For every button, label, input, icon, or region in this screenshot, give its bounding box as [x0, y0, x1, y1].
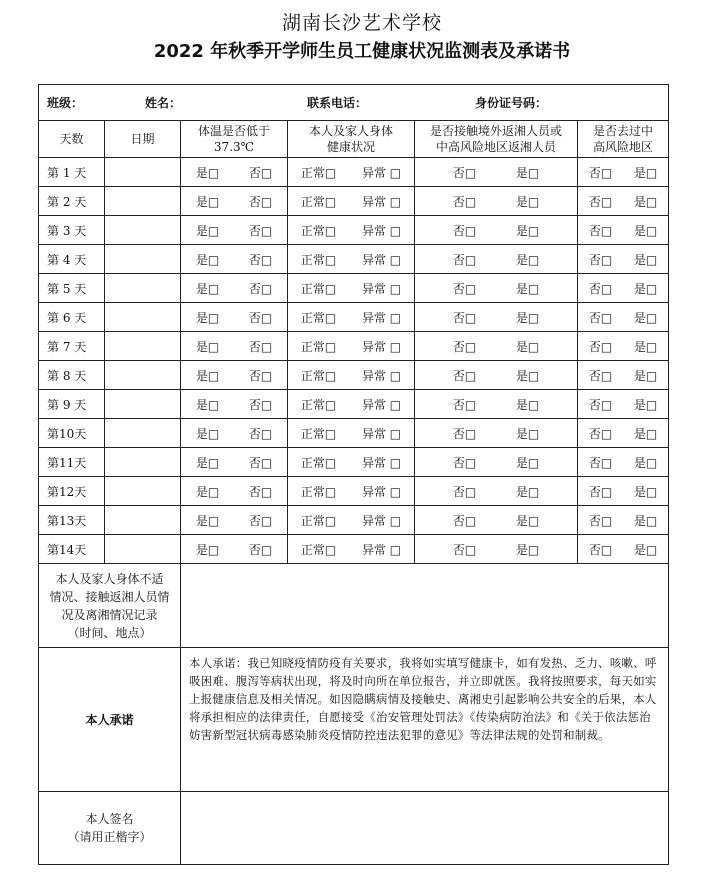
temp-no-checkbox[interactable]: 否□ [248, 542, 273, 557]
contact-no-checkbox[interactable]: 否□ [452, 194, 477, 209]
temperature-cell [181, 477, 288, 506]
health-cell [288, 535, 415, 564]
form-title: 2022 年秋季开学师生员工健康状况监测表及承诺书 [153, 41, 571, 62]
risk-area-cell [578, 361, 669, 390]
health-normal-checkbox[interactable]: 正常□ [300, 339, 337, 354]
risk-area-cell [578, 216, 669, 245]
health-abnormal-checkbox[interactable]: 异常 □ [361, 194, 402, 209]
health-normal-checkbox[interactable]: 正常□ [300, 368, 337, 383]
health-cell [288, 448, 415, 477]
health-abnormal-checkbox[interactable]: 异常 □ [361, 513, 402, 528]
risk-area-cell [578, 187, 669, 216]
day-label: 第 8 天 [39, 361, 105, 390]
day-row [39, 506, 669, 535]
health-abnormal-checkbox[interactable]: 异常 □ [361, 368, 402, 383]
day-row [39, 390, 669, 419]
temp-no-checkbox[interactable]: 否□ [248, 252, 273, 267]
id-number-label: 身份证号码： [475, 96, 548, 110]
contact-cell [415, 187, 578, 216]
contact-no-checkbox[interactable]: 否□ [452, 542, 477, 557]
date-cell[interactable] [105, 361, 181, 390]
contact-no-checkbox[interactable]: 否□ [452, 165, 477, 180]
day-label: 第12天 [39, 477, 105, 506]
contact-yes-checkbox[interactable]: 是□ [515, 252, 540, 267]
temperature-cell [181, 419, 288, 448]
temp-yes-checkbox[interactable]: 是□ [195, 397, 220, 412]
name-label: 姓名： [145, 96, 182, 110]
col-contact [415, 121, 578, 158]
day-row [39, 477, 669, 506]
health-cell [288, 216, 415, 245]
contact-yes-checkbox[interactable]: 是□ [515, 455, 540, 470]
risk-no-checkbox[interactable]: 否□ [588, 252, 613, 267]
health-normal-checkbox[interactable]: 正常□ [300, 310, 337, 325]
health-cell [288, 303, 415, 332]
health-abnormal-checkbox[interactable]: 异常 □ [361, 484, 402, 499]
risk-area-cell [578, 303, 669, 332]
day-row [39, 158, 669, 187]
temp-yes-checkbox[interactable]: 是□ [195, 223, 220, 238]
health-cell [288, 245, 415, 274]
health-normal-checkbox[interactable]: 正常□ [300, 513, 337, 528]
contact-yes-checkbox[interactable]: 是□ [515, 484, 540, 499]
risk-area-cell [578, 448, 669, 477]
contact-yes-checkbox[interactable]: 是□ [515, 426, 540, 441]
record-input-area[interactable] [181, 564, 669, 648]
day-label: 第 7 天 [39, 332, 105, 361]
contact-no-checkbox[interactable]: 否□ [452, 252, 477, 267]
risk-yes-checkbox[interactable]: 是□ [633, 165, 658, 180]
risk-no-checkbox[interactable]: 否□ [588, 397, 613, 412]
col-days: 天数 [39, 121, 105, 158]
temp-no-checkbox[interactable]: 否□ [248, 165, 273, 180]
temperature-cell [181, 332, 288, 361]
health-normal-checkbox[interactable]: 正常□ [300, 455, 337, 470]
temp-no-checkbox[interactable]: 否□ [248, 223, 273, 238]
date-cell[interactable] [105, 158, 181, 187]
health-abnormal-checkbox[interactable]: 异常 □ [361, 426, 402, 441]
temperature-cell [181, 274, 288, 303]
risk-yes-checkbox[interactable]: 是□ [633, 310, 658, 325]
risk-yes-checkbox[interactable]: 是□ [633, 484, 658, 499]
day-label: 第 9 天 [39, 390, 105, 419]
date-cell[interactable] [105, 245, 181, 274]
contact-yes-checkbox[interactable]: 是□ [515, 165, 540, 180]
date-cell[interactable] [105, 216, 181, 245]
contact-no-checkbox[interactable]: 否□ [452, 455, 477, 470]
col-contact-line1: 是否接触境外返湘人员或 [429, 124, 562, 138]
health-normal-checkbox[interactable]: 正常□ [300, 484, 337, 499]
risk-no-checkbox[interactable]: 否□ [588, 194, 613, 209]
temperature-cell [181, 448, 288, 477]
contact-cell [415, 216, 578, 245]
day-label: 第 2 天 [39, 187, 105, 216]
risk-area-cell [578, 390, 669, 419]
health-cell [288, 506, 415, 535]
temp-no-checkbox[interactable]: 否□ [248, 397, 273, 412]
risk-no-checkbox[interactable]: 否□ [588, 542, 613, 557]
date-cell[interactable] [105, 274, 181, 303]
contact-no-checkbox[interactable]: 否□ [452, 513, 477, 528]
temp-yes-checkbox[interactable]: 是□ [195, 513, 220, 528]
date-cell[interactable] [105, 332, 181, 361]
contact-yes-checkbox[interactable]: 是□ [515, 223, 540, 238]
day-row [39, 448, 669, 477]
day-label: 第 4 天 [39, 245, 105, 274]
contact-no-checkbox[interactable]: 否□ [452, 368, 477, 383]
signature-row [39, 792, 669, 865]
contact-no-checkbox[interactable]: 否□ [452, 310, 477, 325]
risk-area-cell [578, 477, 669, 506]
class-label: 班级： [47, 96, 84, 110]
col-temperature [181, 121, 288, 158]
risk-area-cell [578, 535, 669, 564]
health-cell [288, 158, 415, 187]
temp-no-checkbox[interactable]: 否□ [248, 339, 273, 354]
contact-cell [415, 390, 578, 419]
day-label: 第 6 天 [39, 303, 105, 332]
date-cell[interactable] [105, 506, 181, 535]
health-cell [288, 390, 415, 419]
risk-yes-checkbox[interactable]: 是□ [633, 252, 658, 267]
contact-cell [415, 303, 578, 332]
date-cell[interactable] [105, 448, 181, 477]
temp-yes-checkbox[interactable]: 是□ [195, 339, 220, 354]
risk-yes-checkbox[interactable]: 是□ [633, 368, 658, 383]
health-normal-checkbox[interactable]: 正常□ [300, 223, 337, 238]
promise-text: 本人承诺：我已知晓疫情防疫有关要求，我将如实填写健康卡，如有发热、乏力、咳嗽、呼吸困难、腹泻等病状出现，将及时向所在单位报告，并立即就医。我将按照要求，每天如实上报健康信息及相关情况。如因隐瞒病情及接触史、离湘史引起影响公共安全的后果，本人将承担相应的法律责任，自愿接受《治安管理处罚法》《传染病防治法》和《关于依法惩治妨害新型冠状病毒感染肺炎疫情防控违法犯罪的意见》等法律法规的处罚和制裁。 [181, 648, 669, 792]
temp-yes-checkbox[interactable]: 是□ [195, 368, 220, 383]
signature-line1: 本人签名 [85, 812, 134, 826]
risk-area-cell [578, 158, 669, 187]
record-line4: （时间、地点） [67, 625, 152, 640]
info-row [39, 85, 669, 121]
health-abnormal-checkbox[interactable]: 异常 □ [361, 223, 402, 238]
contact-yes-checkbox[interactable]: 是□ [515, 281, 540, 296]
day-label: 第11天 [39, 448, 105, 477]
health-cell [288, 274, 415, 303]
col-contact-line2: 中高风险地区返湘人员 [435, 140, 556, 154]
promise-row [39, 648, 669, 792]
phone-label: 联系电话： [307, 96, 368, 110]
health-abnormal-checkbox[interactable]: 异常 □ [361, 397, 402, 412]
col-health-status [288, 121, 415, 158]
contact-cell [415, 506, 578, 535]
health-abnormal-checkbox[interactable]: 异常 □ [361, 165, 402, 180]
temp-yes-checkbox[interactable]: 是□ [195, 455, 220, 470]
record-line3: 况及离湘情况记录 [61, 607, 158, 622]
contact-cell [415, 361, 578, 390]
contact-yes-checkbox[interactable]: 是□ [515, 194, 540, 209]
temp-yes-checkbox[interactable]: 是□ [195, 310, 220, 325]
day-label: 第 5 天 [39, 274, 105, 303]
temp-no-checkbox[interactable]: 否□ [248, 368, 273, 383]
risk-no-checkbox[interactable]: 否□ [588, 281, 613, 296]
risk-no-checkbox[interactable]: 否□ [588, 484, 613, 499]
health-cell [288, 419, 415, 448]
temperature-cell [181, 303, 288, 332]
contact-no-checkbox[interactable]: 否□ [452, 397, 477, 412]
temp-no-checkbox[interactable]: 否□ [248, 281, 273, 296]
contact-cell [415, 535, 578, 564]
contact-cell [415, 158, 578, 187]
health-cell [288, 477, 415, 506]
day-row [39, 361, 669, 390]
date-cell[interactable] [105, 187, 181, 216]
day-label: 第13天 [39, 506, 105, 535]
day-row [39, 535, 669, 564]
health-abnormal-checkbox[interactable]: 异常 □ [361, 281, 402, 296]
temperature-cell [181, 216, 288, 245]
contact-yes-checkbox[interactable]: 是□ [515, 513, 540, 528]
temp-no-checkbox[interactable]: 否□ [248, 426, 273, 441]
record-label [39, 564, 181, 648]
date-cell[interactable] [105, 303, 181, 332]
temp-yes-checkbox[interactable]: 是□ [195, 281, 220, 296]
health-normal-checkbox[interactable]: 正常□ [300, 165, 337, 180]
risk-area-cell [578, 274, 669, 303]
contact-yes-checkbox[interactable]: 是□ [515, 397, 540, 412]
date-cell[interactable] [105, 477, 181, 506]
contact-yes-checkbox[interactable]: 是□ [515, 310, 540, 325]
temp-no-checkbox[interactable]: 否□ [248, 194, 273, 209]
contact-no-checkbox[interactable]: 否□ [452, 426, 477, 441]
temp-no-checkbox[interactable]: 否□ [248, 484, 273, 499]
risk-no-checkbox[interactable]: 否□ [588, 339, 613, 354]
risk-no-checkbox[interactable]: 否□ [588, 455, 613, 470]
risk-area-cell [578, 506, 669, 535]
date-cell[interactable] [105, 419, 181, 448]
temperature-cell [181, 245, 288, 274]
risk-no-checkbox[interactable]: 否□ [588, 513, 613, 528]
temp-yes-checkbox[interactable]: 是□ [195, 252, 220, 267]
risk-area-cell [578, 245, 669, 274]
day-label: 第 1 天 [39, 158, 105, 187]
column-header-row [39, 121, 669, 158]
health-cell [288, 332, 415, 361]
risk-yes-checkbox[interactable]: 是□ [633, 455, 658, 470]
date-cell[interactable] [105, 535, 181, 564]
contact-yes-checkbox[interactable]: 是□ [515, 368, 540, 383]
col-health-line2: 健康状况 [326, 140, 375, 154]
health-cell [288, 187, 415, 216]
risk-yes-checkbox[interactable]: 是□ [633, 426, 658, 441]
temp-yes-checkbox[interactable]: 是□ [195, 165, 220, 180]
health-normal-checkbox[interactable]: 正常□ [300, 542, 337, 557]
school-name: 湖南长沙艺术学校 [281, 12, 442, 34]
record-row [39, 564, 669, 648]
temperature-cell [181, 158, 288, 187]
record-line1: 本人及家人身体不适 [55, 571, 164, 586]
contact-no-checkbox[interactable]: 否□ [452, 339, 477, 354]
health-cell [288, 361, 415, 390]
risk-no-checkbox[interactable]: 否□ [588, 426, 613, 441]
temp-no-checkbox[interactable]: 否□ [248, 513, 273, 528]
risk-area-cell [578, 332, 669, 361]
risk-yes-checkbox[interactable]: 是□ [633, 194, 658, 209]
contact-no-checkbox[interactable]: 否□ [452, 281, 477, 296]
date-cell[interactable] [105, 390, 181, 419]
temp-yes-checkbox[interactable]: 是□ [195, 426, 220, 441]
health-abnormal-checkbox[interactable]: 异常 □ [361, 252, 402, 267]
health-abnormal-checkbox[interactable]: 异常 □ [361, 542, 402, 557]
day-label: 第14天 [39, 535, 105, 564]
temperature-cell [181, 506, 288, 535]
col-temperature-line1: 体温是否低于 [197, 124, 270, 138]
risk-yes-checkbox[interactable]: 是□ [633, 339, 658, 354]
health-abnormal-checkbox[interactable]: 异常 □ [361, 455, 402, 470]
temp-no-checkbox[interactable]: 否□ [248, 455, 273, 470]
promise-label: 本人承诺 [39, 648, 181, 792]
day-row [39, 216, 669, 245]
contact-yes-checkbox[interactable]: 是□ [515, 542, 540, 557]
signature-label [39, 792, 181, 865]
day-row [39, 187, 669, 216]
record-line2: 情况、接触返湘人员情 [49, 589, 170, 604]
contact-no-checkbox[interactable]: 否□ [452, 484, 477, 499]
risk-yes-checkbox[interactable]: 是□ [633, 397, 658, 412]
col-risk-line2: 高风险地区 [593, 140, 654, 154]
risk-yes-checkbox[interactable]: 是□ [633, 513, 658, 528]
col-risk-area [578, 121, 669, 158]
contact-cell [415, 332, 578, 361]
risk-no-checkbox[interactable]: 否□ [588, 310, 613, 325]
health-monitoring-form [38, 84, 669, 865]
contact-no-checkbox[interactable]: 否□ [452, 223, 477, 238]
health-normal-checkbox[interactable]: 正常□ [300, 194, 337, 209]
contact-cell [415, 448, 578, 477]
temperature-cell [181, 361, 288, 390]
day-row [39, 332, 669, 361]
contact-cell [415, 419, 578, 448]
health-normal-checkbox[interactable]: 正常□ [300, 252, 337, 267]
risk-yes-checkbox[interactable]: 是□ [633, 542, 658, 557]
temp-no-checkbox[interactable]: 否□ [248, 310, 273, 325]
day-row [39, 245, 669, 274]
day-row [39, 303, 669, 332]
risk-area-cell [578, 419, 669, 448]
temp-yes-checkbox[interactable]: 是□ [195, 194, 220, 209]
contact-yes-checkbox[interactable]: 是□ [515, 339, 540, 354]
col-health-line1: 本人及家人身体 [308, 124, 393, 138]
temperature-cell [181, 187, 288, 216]
signature-input-area[interactable] [181, 792, 669, 865]
risk-yes-checkbox[interactable]: 是□ [633, 281, 658, 296]
temperature-cell [181, 390, 288, 419]
risk-no-checkbox[interactable]: 否□ [588, 223, 613, 238]
contact-cell [415, 245, 578, 274]
contact-cell [415, 274, 578, 303]
contact-cell [415, 477, 578, 506]
health-normal-checkbox[interactable]: 正常□ [300, 397, 337, 412]
signature-line2: （请用正楷字） [67, 830, 152, 844]
temperature-cell [181, 535, 288, 564]
day-row [39, 419, 669, 448]
health-normal-checkbox[interactable]: 正常□ [300, 426, 337, 441]
day-label: 第 3 天 [39, 216, 105, 245]
col-date: 日期 [105, 121, 181, 158]
risk-no-checkbox[interactable]: 否□ [588, 165, 613, 180]
risk-yes-checkbox[interactable]: 是□ [633, 223, 658, 238]
health-abnormal-checkbox[interactable]: 异常 □ [361, 339, 402, 354]
health-normal-checkbox[interactable]: 正常□ [300, 281, 337, 296]
temp-yes-checkbox[interactable]: 是□ [195, 484, 220, 499]
col-temperature-line2: 37.3℃ [213, 140, 255, 154]
col-risk-line1: 是否去过中 [593, 124, 654, 138]
day-row [39, 274, 669, 303]
day-label: 第10天 [39, 419, 105, 448]
risk-no-checkbox[interactable]: 否□ [588, 368, 613, 383]
health-abnormal-checkbox[interactable]: 异常 □ [361, 310, 402, 325]
temp-yes-checkbox[interactable]: 是□ [195, 542, 220, 557]
